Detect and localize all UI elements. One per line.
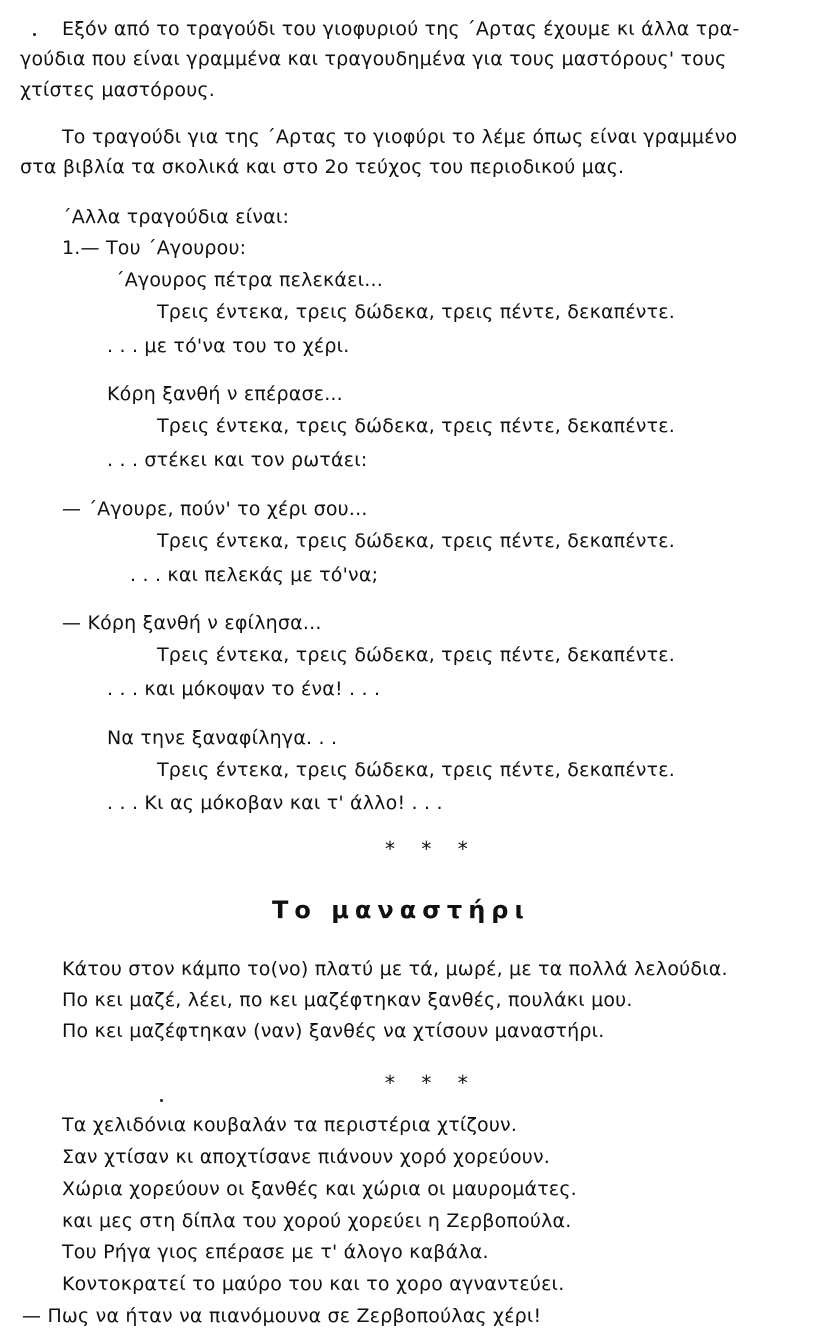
- stanza1-line3: . . . με τό'να του το χέρι.: [107, 335, 350, 357]
- final-line2: Σαν χτίσαν κι αποχτίσανε πιάνουν χορό χορεύουν.: [62, 1146, 551, 1168]
- stanza2-refrain: Τρεις έντεκα, τρεις δώδεκα, τρεις πέντε, δεκαπέντε.: [157, 415, 675, 437]
- song-number-title: 1.— Του ΄Αγουρου:: [62, 237, 247, 259]
- stanza3-line1: — ΄Αγουρε, πούν' το χέρι σου...: [62, 498, 368, 520]
- stanza4-line3: . . . και μόκοψαν το ένα! . . .: [107, 678, 381, 700]
- stanza1-refrain: Τρεις έντεκα, τρεις δώδεκα, τρεις πέντε, δεκαπέντε.: [157, 301, 675, 323]
- final-line6: Κοντοκρατεί το μαύρο του και το χορο αγναντεύει.: [62, 1273, 565, 1295]
- final-line3: Χώρια χορεύουν οι ξανθές και χώρια οι μαυρομάτες.: [62, 1178, 577, 1200]
- stanza4-line1: — Κόρη ξανθή ν εφίλησα...: [62, 612, 322, 634]
- stanza3-line3: . . . και πελεκάς με τό'να;: [130, 564, 379, 586]
- intro-p2-line1: Το τραγούδι για της ΄Αρτας το γιοφύρι το λέμε όπως είναι γραμμένο: [62, 126, 738, 148]
- stray-mark-2: [160, 1099, 163, 1102]
- stanza1-line1: ΄Αγουρος πέτρα πελεκάει...: [115, 269, 383, 291]
- stanza5-refrain: Τρεις έντεκα, τρεις δώδεκα, τρεις πέντε, δεκαπέντε.: [157, 759, 675, 781]
- final-line1: Τα χελιδόνια κουβαλάν τα περιστέρια χτίζουν.: [62, 1114, 518, 1136]
- final-line7: — Πως να ήταν να πιανόμουνα σε Ζερβοπούλας χέρι!: [22, 1305, 542, 1327]
- intro-p2-line2: στα βιβλία τα σκολικά και στο 2ο τεύχος του περιοδικού μας.: [20, 156, 625, 178]
- monastery-line1: Κάτου στον κάμπο το(νο) πλατύ με τά, μωρέ, με τα πολλά λελούδια.: [62, 958, 728, 980]
- stanza4-refrain: Τρεις έντεκα, τρεις δώδεκα, τρεις πέντε, δεκαπέντε.: [157, 644, 675, 666]
- stanza2-line3: . . . στέκει και τον ρωτάει:: [107, 449, 368, 471]
- intro-p1-line1: Εξόν από το τραγούδι του γιοφυριού της ΄Αρτας έχουμε κι άλλα τρα-: [62, 18, 740, 40]
- stanza5-line1: Να τηνε ξαναφίληγα. . .: [107, 727, 338, 749]
- section-separator-2: * * *: [385, 1071, 478, 1095]
- section-title: Το μαναστήρι: [272, 896, 530, 924]
- section-separator: * * *: [385, 837, 478, 861]
- songs-heading: ΄Αλλα τραγούδια είναι:: [62, 206, 290, 228]
- stanza3-refrain: Τρεις έντεκα, τρεις δώδεκα, τρεις πέντε, δεκαπέντε.: [157, 530, 675, 552]
- monastery-line2: Πο κει μαζέ, λέει, πο κει μαζέφτηκαν ξανθές, πουλάκι μου.: [62, 989, 633, 1011]
- final-line4: και μες στη δίπλα του χορού χορεύει η Ζερβοπούλα.: [62, 1210, 572, 1232]
- stanza2-line1: Κόρη ξανθή ν επέρασε...: [107, 383, 343, 405]
- stanza5-line3: . . . Κι ας μόκοβαν και τ' άλλο! . . .: [107, 792, 443, 814]
- monastery-line3: Πο κει μαζέφτηκαν (ναν) ξανθές να χτίσουν μαναστήρι.: [62, 1020, 605, 1042]
- intro-p1-line2: γούδια που είναι γραμμένα και τραγουδημένα για τους μαστόρους' τους: [20, 48, 727, 70]
- intro-p1-line3: χτίστες μαστόρους.: [20, 79, 215, 101]
- final-line5: Του Ρήγα γιος επέρασε με τ' άλογο καβάλα.: [62, 1241, 489, 1263]
- stray-mark: [33, 33, 36, 36]
